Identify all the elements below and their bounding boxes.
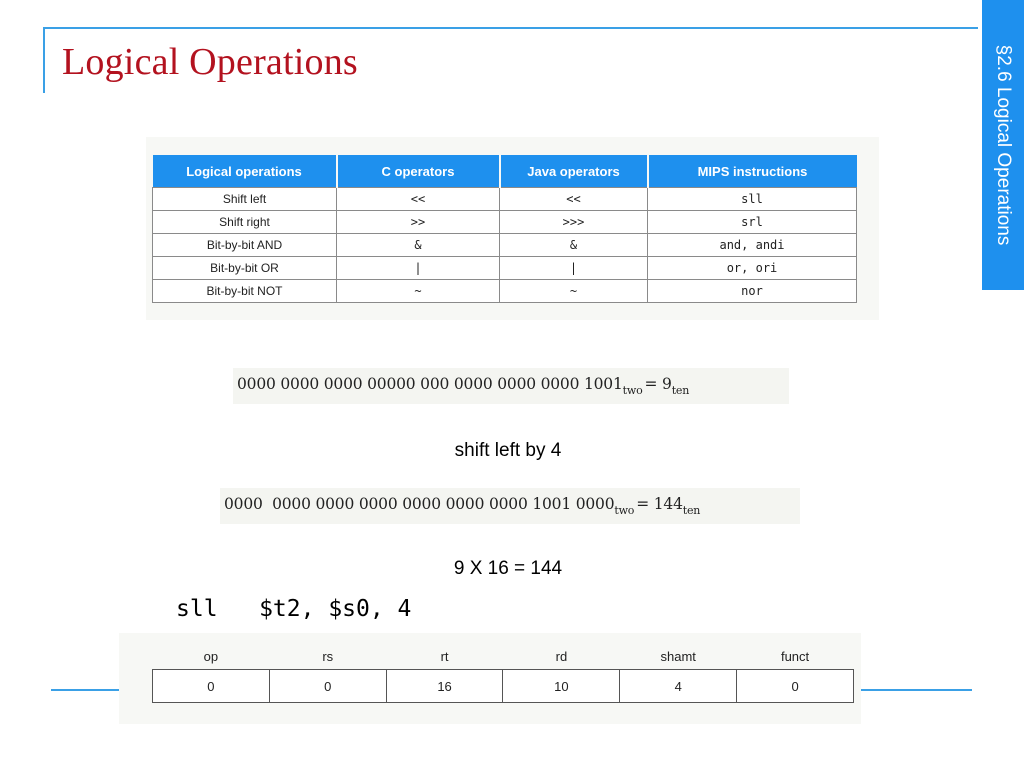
decimal-before-value: = 9 [644, 375, 672, 393]
column-header: MIPS instructions [648, 155, 857, 188]
product-caption: 9 X 16 = 144 [453, 558, 563, 579]
c-operator-cell: & [337, 234, 500, 257]
mips-instruction-cell: sll [648, 188, 857, 211]
shift-caption: shift left by 4 [454, 440, 562, 461]
field-value: 0 [737, 670, 854, 703]
c-operator-cell: ~ [337, 280, 500, 303]
field-value: 10 [503, 670, 620, 703]
operation-cell: Bit-by-bit NOT [153, 280, 337, 303]
java-operator-cell: << [500, 188, 648, 211]
binary-before-box [233, 368, 789, 404]
section-tab [982, 0, 1024, 290]
mips-instruction-cell: and, andi [648, 234, 857, 257]
base-label: ten [682, 504, 701, 517]
table-row [153, 257, 857, 280]
field-header: op [203, 648, 219, 664]
fields-header-row [153, 643, 854, 670]
decimal-after-value: = 144 [636, 495, 683, 513]
field-header: rs [322, 648, 334, 664]
c-operator-cell: << [337, 188, 500, 211]
field-value: 0 [269, 670, 386, 703]
bottom-rule-left [51, 689, 121, 691]
field-header: rd [555, 648, 568, 664]
section-tab-label: §2.6 Logical Operations [993, 44, 1014, 246]
instruction-fields-table [152, 643, 854, 703]
table-header-row [153, 155, 857, 188]
field-header: rt [440, 648, 449, 664]
mips-instruction-cell: srl [648, 211, 857, 234]
fields-value-row [153, 670, 854, 703]
bottom-rule-right [860, 689, 972, 691]
binary-after-box [220, 488, 800, 524]
mips-instruction: sll $t2, $s0, 4 [176, 596, 412, 622]
operation-cell: Shift left [153, 188, 337, 211]
operation-cell: Bit-by-bit OR [153, 257, 337, 280]
java-operator-cell: >>> [500, 211, 648, 234]
java-operator-cell: | [500, 257, 648, 280]
field-value: 4 [620, 670, 737, 703]
java-operator-cell: ~ [500, 280, 648, 303]
base-label: two [614, 504, 635, 517]
mips-instruction-cell: or, ori [648, 257, 857, 280]
base-label: ten [671, 384, 690, 397]
base-label: two [622, 384, 643, 397]
field-header: funct [780, 648, 810, 664]
java-operator-cell: & [500, 234, 648, 257]
field-value: 0 [153, 670, 270, 703]
table-row [153, 211, 857, 234]
operation-cell: Shift right [153, 211, 337, 234]
binary-before-value: 0000 0000 0000 00000 000 0000 0000 0000 1001 [237, 375, 623, 393]
logical-ops-table [152, 155, 857, 303]
left-rule [43, 27, 45, 93]
field-value: 16 [386, 670, 503, 703]
slide-title: Logical Operations [62, 41, 358, 83]
table-row [153, 234, 857, 257]
column-header: Logical operations [153, 155, 337, 188]
mips-instruction-cell: nor [648, 280, 857, 303]
operation-cell: Bit-by-bit AND [153, 234, 337, 257]
table-row [153, 280, 857, 303]
c-operator-cell: | [337, 257, 500, 280]
c-operator-cell: >> [337, 211, 500, 234]
table-row [153, 188, 857, 211]
binary-before-expression [237, 375, 691, 397]
column-header: C operators [337, 155, 500, 188]
column-header: Java operators [500, 155, 648, 188]
binary-after-value: 0000 0000 0000 0000 0000 0000 0000 1001 0000 [224, 495, 615, 513]
field-header: shamt [660, 648, 696, 664]
top-rule [43, 27, 978, 29]
binary-after-expression [224, 495, 702, 517]
